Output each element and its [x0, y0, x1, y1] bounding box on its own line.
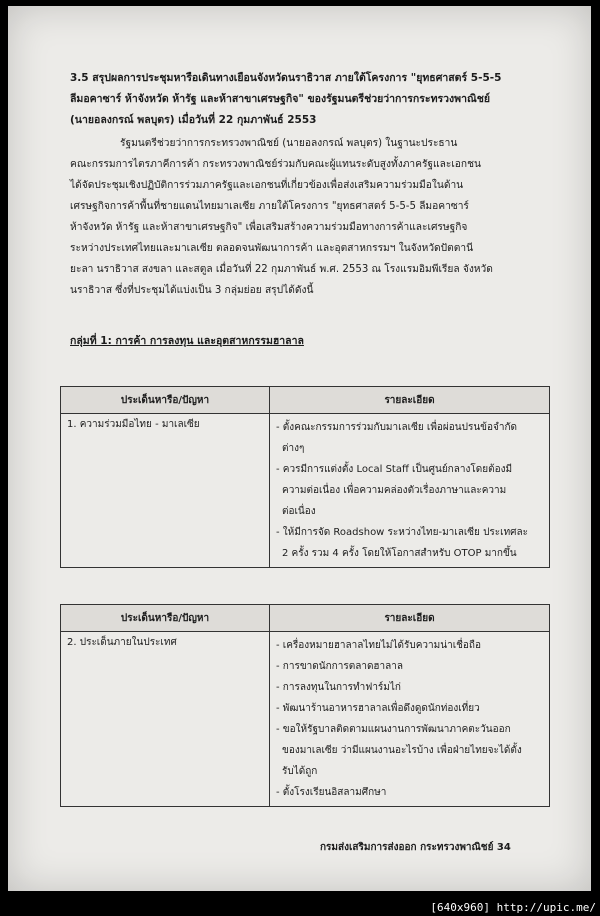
page-footer: กรมส่งเสริมการส่งออก กระทรวงพาณิชย์ 34: [320, 842, 511, 853]
detail-line: ต่างๆ: [282, 443, 305, 454]
header-detail: รายละเอียด: [270, 605, 550, 632]
image-host-watermark: [640x960] http://upic.me/: [426, 899, 600, 916]
detail-cell: [270, 414, 550, 568]
table-row: [61, 632, 550, 807]
heading-line: (นายอลงกรณ์ พลบุตร) เมื่อวันที่ 22 กุมภาพันธ์ 2553: [70, 114, 317, 126]
detail-line: ความต่อเนื่อง เพื่อความคล่องตัวเรื่องภาษาและความ: [282, 485, 507, 496]
paragraph-line: เศรษฐกิจการค้าพื้นที่ชายแดนไทยมาเลเซีย ภายใต้โครงการ "ยุทธศาสตร์ 5-5-5 ลีมอคาซาร์: [70, 201, 469, 212]
detail-line: - ให้มีการจัด Roadshow ระหว่างไทย-มาเลเซีย ประเทศละ: [276, 527, 529, 538]
detail-line: - เครื่องหมายฮาลาลไทยไม่ได้รับความน่าเชื่อถือ: [276, 640, 481, 651]
header-detail: รายละเอียด: [270, 387, 550, 414]
section-heading: [70, 68, 540, 131]
paragraph-line: ได้จัดประชุมเชิงปฏิบัติการร่วมภาครัฐและเอกชนที่เกี่ยวข้องเพื่อส่งเสริมความร่วมมือในด้าน: [70, 180, 464, 191]
issue-cell: 1. ความร่วมมือไทย - มาเลเซีย: [61, 414, 270, 568]
table-header-row: [61, 387, 550, 414]
detail-line: - การขาดนักการตลาดฮาลาล: [276, 661, 404, 672]
issue-table-2: [60, 604, 550, 807]
detail-line: ต่อเนื่อง: [282, 506, 316, 517]
detail-line: - ตั้งโรงเรียนอิสลามศึกษา: [276, 787, 387, 798]
paragraph-line: ระหว่างประเทศไทยและมาเลเซีย ตลอดจนพัฒนาการค้า และอุตสาหกรรมฯ ในจังหวัดปัตตานี: [70, 243, 474, 254]
detail-line: - ตั้งคณะกรรมการร่วมกับมาเลเซีย เพื่อผ่อนปรนข้อจำกัด: [276, 422, 518, 433]
header-issue: ประเด็นหารือ/ปัญหา: [61, 387, 270, 414]
detail-line: - ควรมีการแต่งตั้ง Local Staff เป็นศูนย์กลางโดยต้องมี: [276, 464, 513, 475]
paragraph-line: ยะลา นราธิวาส สงขลา และสตูล เมื่อวันที่ 22 กุมภาพันธ์ พ.ศ. 2553 ณ โรงแรมอิมพีเรียล จังหวัด: [70, 264, 493, 275]
table-header-row: [61, 605, 550, 632]
detail-line: 2 ครั้ง รวม 4 ครั้ง โดยให้โอกาสสำหรับ OTOP มากขึ้น: [282, 548, 517, 559]
document-page: [8, 6, 591, 891]
paragraph-line: ห้าจังหวัด ห้ารัฐ และห้าสาขาเศรษฐกิจ" เพื่อเสริมสร้างความร่วมมือทางการค้าและเศรษฐกิจ: [70, 222, 468, 233]
paragraph-line: รัฐมนตรีช่วยว่าการกระทรวงพาณิชย์ (นายอลงกรณ์ พลบุตร) ในฐานะประธาน: [120, 138, 458, 149]
detail-cell: [270, 632, 550, 807]
body-paragraph: [70, 133, 540, 301]
detail-line: - การลงทุนในการทำฟาร์มไก่: [276, 682, 401, 693]
heading-line: ลีมอคาซาร์ ห้าจังหวัด ห้ารัฐ และห้าสาขาเศรษฐกิจ" ของรัฐมนตรีช่วยว่าการกระทรวงพาณิชย์: [70, 93, 490, 105]
header-issue: ประเด็นหารือ/ปัญหา: [61, 605, 270, 632]
detail-line: - พัฒนาร้านอาหารฮาลาลเพื่อดึงดูดนักท่องเที่ยว: [276, 703, 480, 714]
detail-line: ของมาเลเซีย ว่ามีแผนงานอะไรบ้าง เพื่อฝ่ายไทยจะได้ตั้ง: [282, 745, 522, 756]
group-title: กลุ่มที่ 1: การค้า การลงทุน และอุตสาหกรรมฮาลาล: [70, 335, 304, 347]
heading-line: 3.5 สรุปผลการประชุมหารือเดินทางเยือนจังหวัดนราธิวาส ภายใต้โครงการ "ยุทธศาสตร์ 5-5-5: [70, 72, 502, 84]
issue-cell: 2. ประเด็นภายในประเทศ: [61, 632, 270, 807]
detail-line: รับได้ถูก: [282, 766, 318, 777]
detail-line: - ขอให้รัฐบาลติดตามแผนงานการพัฒนาภาคตะวันออก: [276, 724, 511, 735]
paragraph-line: คณะกรรมการไตรภาคีการค้า กระทรวงพาณิชย์ร่วมกับคณะผู้แทนระดับสูงทั้งภาครัฐและเอกชน: [70, 159, 481, 170]
table-row: [61, 414, 550, 568]
issue-table-1: [60, 386, 550, 568]
paragraph-line: นราธิวาส ซึ่งที่ประชุมได้แบ่งเป็น 3 กลุ่มย่อย สรุปได้ดังนี้: [70, 285, 314, 296]
